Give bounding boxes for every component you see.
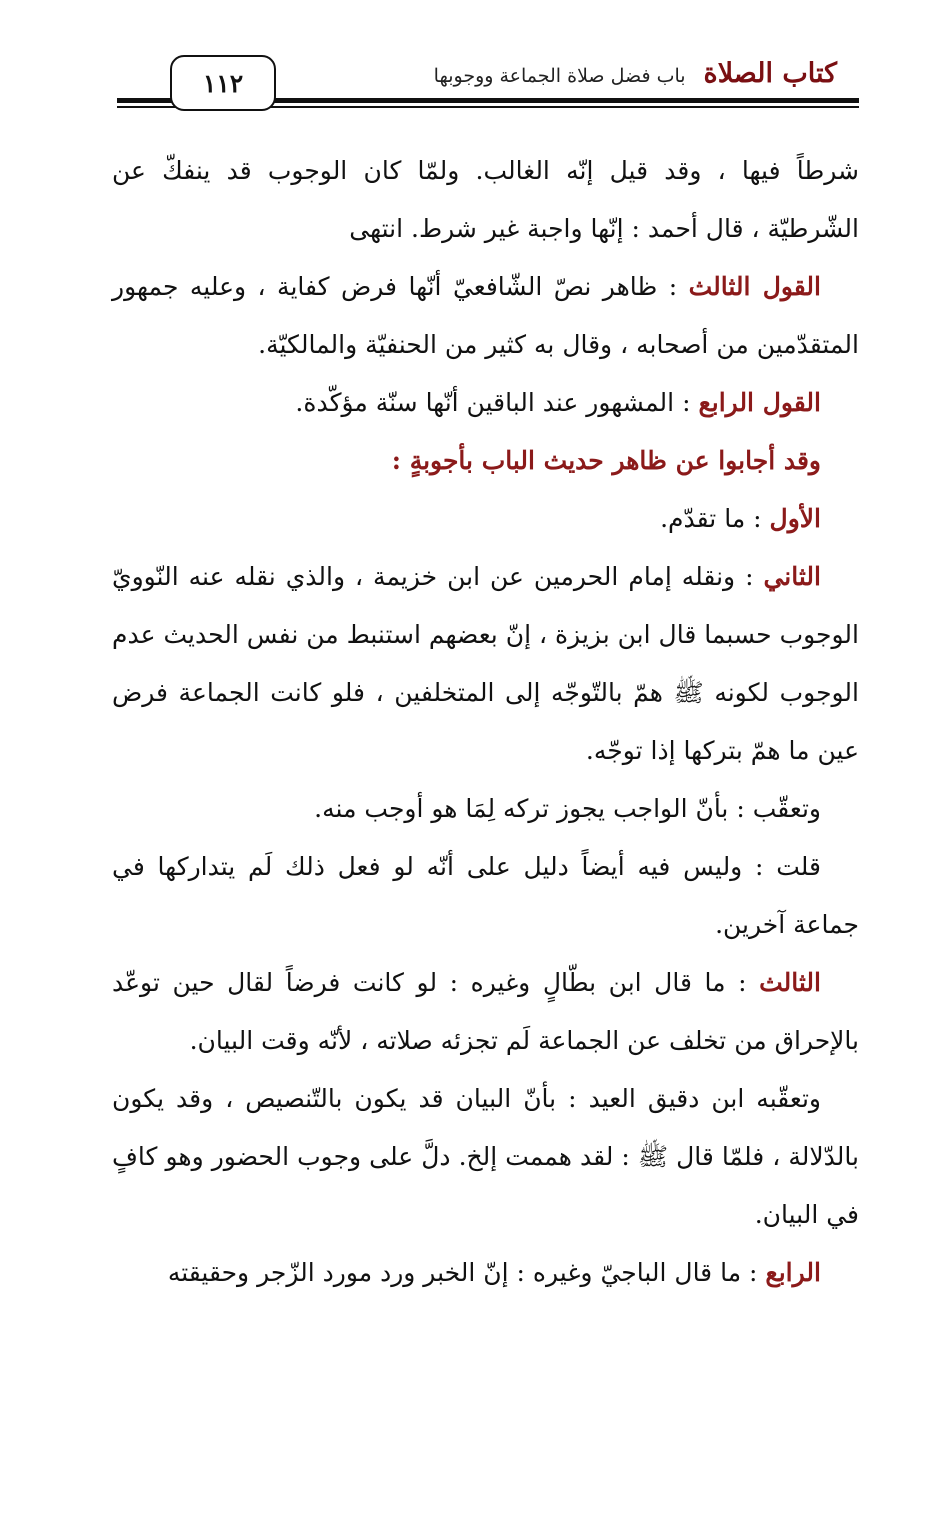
paragraph-label: القول الثالث <box>688 272 821 301</box>
paragraph <box>112 490 859 548</box>
paragraph-text: : ونقله إمام الحرمين عن ابن خزيمة ، والذي نقله عنه النّوويّ الوجوب حسبما قال ابن بزيزة ، إنّ بعضهم استنبط من نفس الحديث عدم الوجوب لكونه ﷺ همّ بالتّوجّه إلى المتخلفين ، فلو كانت الجماعة فرض عين ما همّ بتركها إذا توجّه. <box>112 562 859 765</box>
paragraph-text: : ما قال ابن بطّالٍ وغيره : لو كانت فرضاً لقال حين توعّد بالإحراق من تخلف عن الجماعة لَم تجزئه صلاته ، لأنّه وقت البيان. <box>112 968 859 1055</box>
body-text <box>112 142 859 1302</box>
paragraph <box>112 142 859 258</box>
paragraph-text: وتعقّب : بأنّ الواجب يجوز تركه لِمَا هو أوجب منه. <box>314 794 821 823</box>
paragraph-label: الرابع <box>765 1258 821 1287</box>
paragraph <box>112 1244 859 1302</box>
paragraph-text: : ما تقدّم. <box>660 504 770 533</box>
section-heading-text: وقد أجابوا عن ظاهر حديث الباب بأجوبةٍ : <box>391 446 821 475</box>
paragraph-label: الأول <box>769 504 821 533</box>
paragraph <box>112 954 859 1070</box>
paragraph-text: : المشهور عند الباقين أنّها سنّة مؤكّدة. <box>295 388 699 417</box>
paragraph <box>112 838 859 954</box>
paragraph <box>112 548 859 780</box>
paragraph-label: القول الرابع <box>698 388 821 417</box>
paragraph-label: الثاني <box>763 562 821 591</box>
paragraph-text: وتعقّبه ابن دقيق العيد : بأنّ البيان قد يكون بالتّنصيص ، وقد يكون بالدّلالة ، فلمّا قال ﷺ : لقد هممت إلخ. دلَّ على وجوب الحضور وهو كافٍ في البيان. <box>112 1084 859 1229</box>
page-number: ١١٢ <box>170 55 276 111</box>
paragraph <box>112 1070 859 1244</box>
chapter-title: باب فضل صلاة الجماعة ووجوبها <box>433 65 686 87</box>
page-header <box>0 0 945 130</box>
paragraph <box>112 780 859 838</box>
paragraph-text: قلت : وليس فيه أيضاً دليل على أنّه لو فعل ذلك لَم يتداركها في جماعة آخرين. <box>112 852 859 939</box>
paragraph-label: الثالث <box>759 968 821 997</box>
paragraph <box>112 258 859 374</box>
running-title <box>434 58 837 89</box>
paragraph-text: شرطاً فيها ، وقد قيل إنّه الغالب. ولمّا كان الوجوب قد ينفكّ عن الشّرطيّة ، قال أحمد : إنّها واجبة غير شرط. انتهى <box>112 156 859 243</box>
paragraph-text: : ظاهر نصّ الشّافعيّ أنّها فرض كفاية ، وعليه جمهور المتقدّمين من أصحابه ، وقال به كثير من الحنفيّة والمالكيّة. <box>112 272 859 359</box>
book-title: كتاب الصلاة <box>703 58 837 89</box>
paragraph-text: : ما قال الباجيّ وغيره : إنّ الخبر ورد مورد الزّجر وحقيقته <box>167 1258 766 1287</box>
section-heading <box>112 432 859 490</box>
paragraph <box>112 374 859 432</box>
